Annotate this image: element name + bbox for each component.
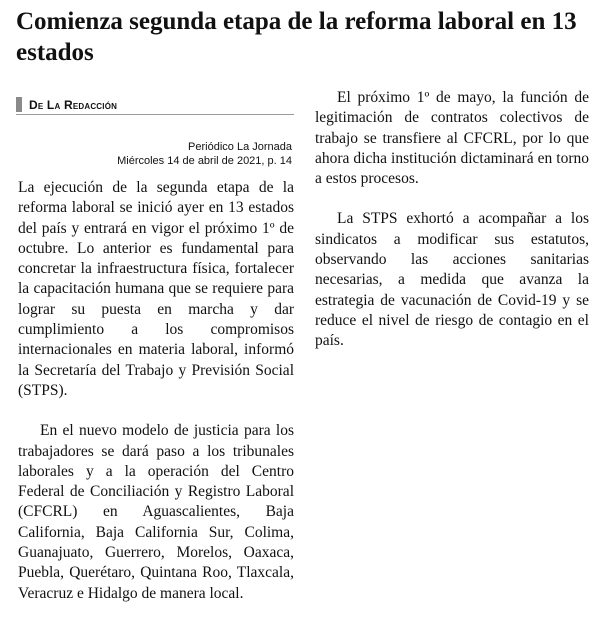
paragraph-4: La STPS exhortó a acompañar a los sindicatos a modificar sus estatutos, observando las acciones sanitarias necesarias, a medida que avanza la estrategia de vacunación de Covid-19 y se reduce el nivel de riesgo de contagio en el país.: [315, 210, 589, 350]
source-info: [16, 140, 292, 168]
source-newspaper: Periódico La Jornada: [188, 141, 292, 153]
paragraph-3: El próximo 1º de mayo, la función de legitimación de contratos colectivos de trabajo se transfiere al CFCRL, por lo que ahora dicha institución dictaminará en torno a estos procesos.: [315, 89, 589, 188]
left-column: [18, 178, 294, 624]
article-headline: Comienza segunda etapa de la reforma laboral en 13 estados: [16, 8, 577, 66]
byline-bar: [16, 95, 294, 115]
byline-text: De La Redacción: [29, 97, 118, 112]
right-column: [315, 88, 589, 372]
source-date: Miércoles 14 de abril de 2021, p. 14: [117, 155, 292, 167]
paragraph-2: En el nuevo modelo de justicia para los trabajadores se dará paso a los tribunales laborales y a la operación del Centro Federal de Conciliación y Registro Laboral (CFCRL) en Aguascalientes, Baja California, Baja California Sur, Colima, Guanajuato, Guerrero, Morelos, Oaxaca, Puebla, Querétaro, Quintana Roo, Tlaxcala, Veracruz e Hidalgo de manera local.: [18, 422, 294, 602]
paragraph-1: La ejecución de la segunda etapa de la reforma laboral se inició ayer en 13 estados del país y entrará en vigor el próximo 1º de octubre. Lo anterior es fundamental para concretar la infraestructura física, fortalecer la capacitación humana que se requiere para lograr su puesta en marcha y dar cumplimiento a los compromisos internacionales en materia laboral, informó la Secretaría del Trabajo y Previsión Social (STPS).: [18, 179, 294, 399]
byline-marker: [16, 97, 22, 112]
